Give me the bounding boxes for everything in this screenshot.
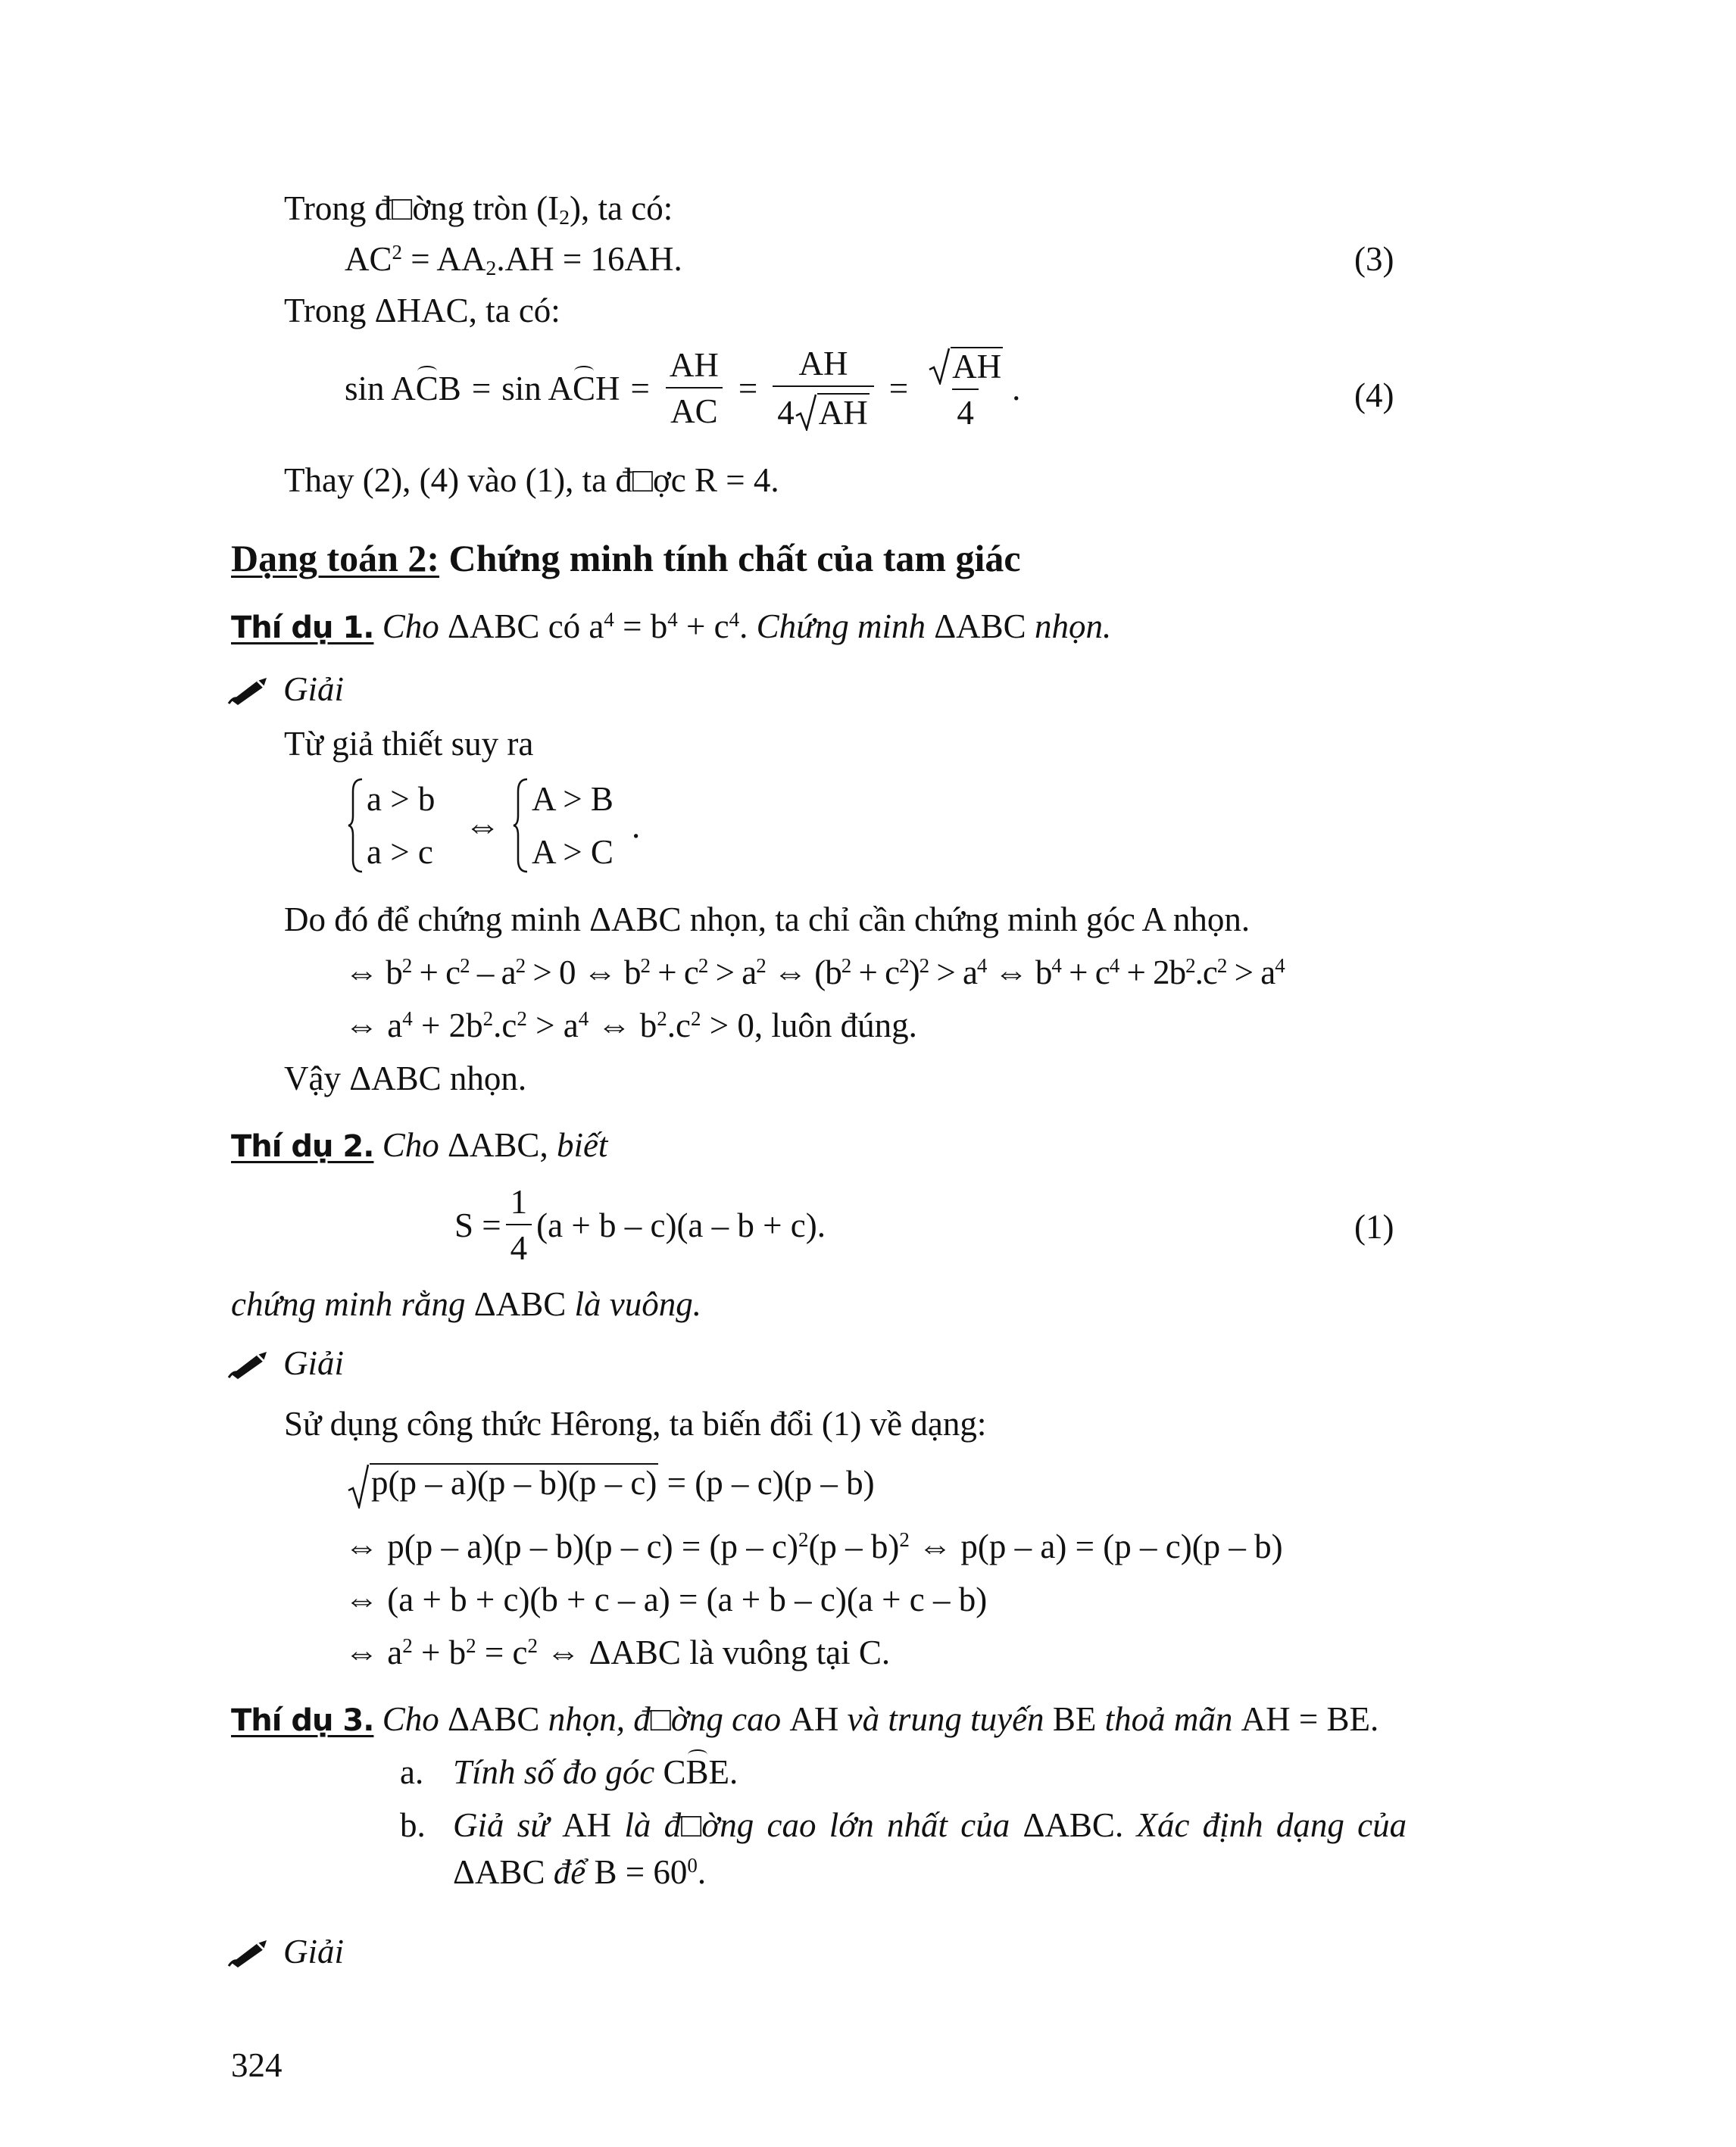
example-1-line-3: ⇔ $b^2 + c^2 - a^2 > 0$ ⇔ $b^2 + c^2 > a^2$ ⇔ $(b^2 + c^2)^2 > a^4$ ⇔ $b^4 + c^4 + 2b^2.c^2 > a^4$ bbox=[345, 953, 1285, 991]
example-2-line-2: chứng minh rằng ΔABC là vuông. bbox=[231, 1285, 701, 1323]
solution-heading-1: Giải bbox=[227, 672, 344, 711]
intro-line-3: Trong ΔHAC, ta có: bbox=[284, 292, 560, 329]
equation-number-1: (1) bbox=[1354, 1208, 1394, 1246]
solution-heading-2: Giải bbox=[227, 1347, 344, 1385]
example-3-part-b: Giả sử AH là đ□ờng cao lớn nhất của ΔABC. Xác định dạng của bbox=[453, 1806, 1407, 1844]
sqrt-symbol: AH bbox=[795, 393, 870, 430]
solution-heading-3: Giải bbox=[227, 1935, 344, 1974]
sin-ach: sin ACH bbox=[501, 369, 620, 407]
example-1-label: Thí dụ 1. bbox=[231, 610, 374, 645]
sqrt-symbol: p(p – a)(p – b)(p – c) bbox=[347, 1463, 658, 1500]
example-2-statement: Thí dụ 2. Cho ΔABC, biết bbox=[231, 1126, 608, 1164]
example-1-line-4: ⇔ $a^4 + 2b^2.c^2 > a^4$ ⇔ $b^2.c^2 > 0$, luôn đúng. bbox=[345, 1006, 917, 1044]
left-brace-icon bbox=[512, 776, 530, 875]
pencil-icon bbox=[227, 1349, 273, 1385]
example-2-line-3: Sử dụng công thức Hêrong, ta biến đổi (1) về dạng: bbox=[284, 1405, 987, 1443]
pencil-icon bbox=[227, 675, 273, 711]
example-3-part-b-line-2: ΔABC để $B = 60^0$. bbox=[453, 1853, 707, 1891]
example-3-statement: Thí dụ 3. Cho ΔABC nhọn, đ□ờng cao AH và trung tuyến BE thoả mãn AH = BE. bbox=[231, 1700, 1379, 1738]
system-1-row-2: a > c bbox=[367, 833, 433, 871]
equivalence-arrow: ⇔ bbox=[464, 806, 501, 846]
example-3-part-a-marker: a. bbox=[400, 1753, 424, 1791]
system-2-row-2: A > C bbox=[532, 833, 614, 871]
heron-line-4: ⇔ $a^2 + b^2 = c^2$ ⇔ ΔABC là vuông tại C. bbox=[345, 1634, 891, 1671]
example-1-statement: Thí dụ 1. Cho ΔABC có $a^4 = b^4 + c^4$. Chứng minh ΔABC nhọn. bbox=[231, 607, 1112, 645]
system-1-row-1: a > b bbox=[367, 780, 436, 818]
pencil-icon bbox=[227, 1937, 273, 1974]
fraction-ah-over-4sqrt: AH 4 AH bbox=[773, 347, 874, 430]
left-brace-icon bbox=[347, 776, 365, 875]
sine-equation: sin ACB = sin ACH = $\frac{AH}{AC}$ = AH 4 AH = $\frac{AH}{4}$ . bbox=[345, 345, 1021, 432]
equation-3: $AC^2 = AA_2.AH = 16AH$. bbox=[345, 240, 682, 281]
example-1-line-2: Do đó để chứng minh ΔABC nhọn, ta chỉ cần chứng minh góc A nhọn. bbox=[284, 900, 1250, 938]
heron-line-2: ⇔ p(p – a)(p – b)(p – c) = (p – c)$^2$(p – b)$^2$ ⇔ p(p – a) = (p – c)(p – b) bbox=[345, 1528, 1283, 1565]
system-2-row-1: A > B bbox=[532, 780, 614, 818]
example-3-part-a: Tính số đo góc CBE. bbox=[453, 1753, 738, 1791]
area-formula: S = $\frac{1}{4}$ (a + b – c)(a – b + c). bbox=[454, 1183, 826, 1267]
fraction-sqrt-over-4: $\frac{AH}{4}$ bbox=[923, 347, 1007, 430]
equation-number-4: (4) bbox=[1354, 376, 1394, 414]
sin-acb: sin ACB bbox=[345, 369, 461, 407]
equation-number-3: (3) bbox=[1354, 240, 1394, 278]
example-3-label: Thí dụ 3. bbox=[231, 1703, 374, 1738]
heron-line-3: ⇔ (a + b + c)(b + c – a) = (a + b – c)(a + c – b) bbox=[345, 1581, 988, 1618]
heron-line-1: p(p – a)(p – b)(p – c) = (p – c)(p – b) bbox=[347, 1463, 875, 1500]
intro-line-5: Thay (2), (4) vào (1), ta đ□ợc R = 4. bbox=[284, 461, 779, 499]
page-number: 324 bbox=[231, 2046, 283, 2084]
example-1-line-1: Từ giả thiết suy ra bbox=[284, 725, 534, 763]
section-heading: Dạng toán 2: Chứng minh tính chất của tam giác bbox=[231, 537, 1021, 579]
sqrt-symbol: AH bbox=[928, 347, 1003, 384]
fraction-one-quarter: $\frac{1}{4}$ bbox=[506, 1185, 532, 1265]
example-3-part-b-marker: b. bbox=[400, 1806, 426, 1844]
example-1-line-5: Vậy ΔABC nhọn. bbox=[284, 1059, 527, 1097]
fraction-ah-over-ac: $\frac{AH}{AC}$ bbox=[665, 348, 723, 429]
example-2-label: Thí dụ 2. bbox=[231, 1129, 374, 1164]
intro-line-1: Trong đ□ờng tròn $(I_2)$, ta có: bbox=[284, 189, 673, 230]
